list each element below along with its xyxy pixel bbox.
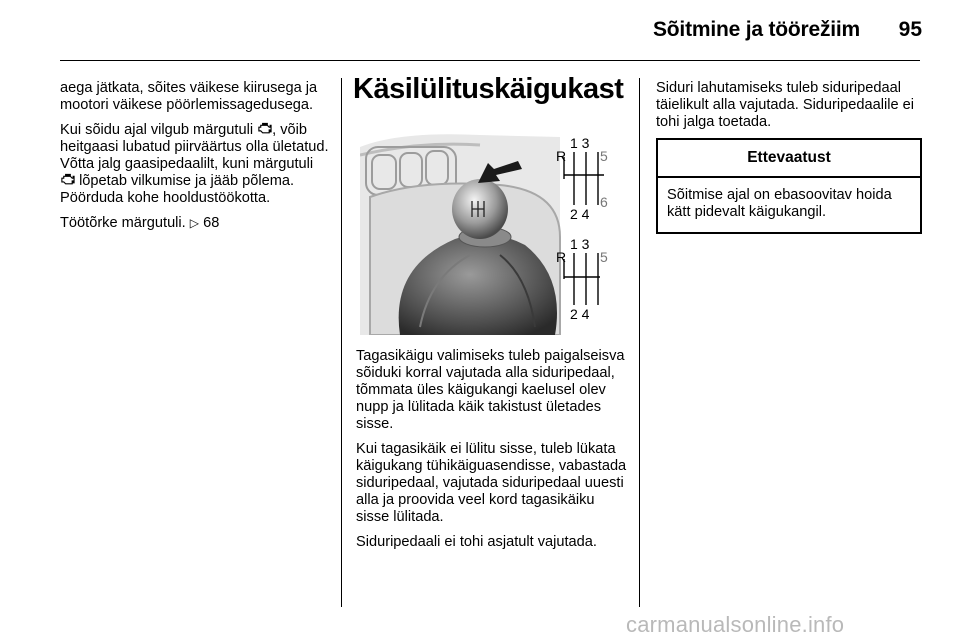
- gear-label-reverse-bottom: R: [556, 249, 567, 265]
- gear-label-2-4: 2 4: [570, 206, 590, 222]
- section-title: Käsilülituskäigukast: [353, 73, 624, 105]
- paragraph-warning-light: [60, 122, 332, 207]
- paragraph-reverse-retry: Kui tagasikäik ei lülitu sisse, tuleb lükata käigukang tühikäiguasendisse, vabastada siduripedaal, vajutada siduripedaal uuesti alla ja proovida veel kord tagasikäiku sisse lülitada.: [356, 441, 627, 525]
- caution-title: Ettevaatust: [658, 140, 920, 178]
- gear-label-5-bottom: 5: [600, 249, 608, 265]
- paragraph-reverse-gear: Tagasikäigu valimiseks tuleb paigalseisva sõiduki korral vajutada alla siduripedaal, tõmmata üles käigukangi kaelusel olev nupp ja lülitada käik takistust ületades sisse.: [356, 348, 625, 432]
- gear-label-5: 5: [600, 148, 608, 164]
- text-segment: Kui sõidu ajal vilgub märgutuli: [60, 122, 254, 138]
- paragraph-clutch-note: Siduripedaali ei tohi asjatult vajutada.: [356, 534, 597, 550]
- page-reference-number[interactable]: 68: [203, 215, 220, 231]
- column-divider-1: [341, 78, 342, 607]
- engine-malfunction-icon: [257, 122, 272, 136]
- gear-label-reverse: R: [556, 148, 567, 164]
- engine-malfunction-icon: [60, 173, 75, 187]
- gear-label-2-4-bottom: 2 4: [570, 306, 590, 322]
- column-right: [656, 80, 922, 139]
- gear-label-1-3-bottom: 1 3: [570, 236, 590, 252]
- gear-label-1-3: 1 3: [570, 135, 590, 151]
- text-segment: , võib heitgaasi lubatud piirväärtus olla ületatud. Võtta jalg gaasipedaalilt, kuni märgutuli: [60, 122, 329, 172]
- column-left: [60, 80, 332, 240]
- page-reference-arrow-icon: ▷: [189, 216, 200, 230]
- text-segment: Töötõrke märgutuli.: [60, 215, 186, 231]
- gearshift-illustration: [360, 127, 622, 335]
- paragraph-continuation: aega jätkata, sõites väikese kiirusega ja mootori väikese pöörlemissagedusega.: [60, 80, 318, 113]
- text-segment: lõpetab vilkumise ja jääb põlema. Pöörduda kohe hooldustöökotta.: [60, 173, 295, 206]
- paragraph-clutch: Siduri lahutamiseks tuleb siduripedaal täielikult alla vajutada. Siduripedaalile ei tohi jalga toetada.: [656, 80, 914, 130]
- header-divider: [60, 60, 920, 61]
- caution-text: Sõitmise ajal on ebasoovitav hoida kätt pidevalt käigukangil.: [667, 187, 892, 220]
- caution-box: [656, 138, 922, 234]
- column-divider-2: [639, 78, 640, 607]
- column-middle: [356, 348, 628, 559]
- paragraph-reference: [60, 215, 332, 232]
- gear-label-6: 6: [600, 194, 608, 210]
- watermark: carmanualsonline.info: [626, 612, 845, 637]
- page-number: 95: [898, 18, 922, 41]
- page-header-title: Sõitmine ja töörežiim: [653, 18, 860, 41]
